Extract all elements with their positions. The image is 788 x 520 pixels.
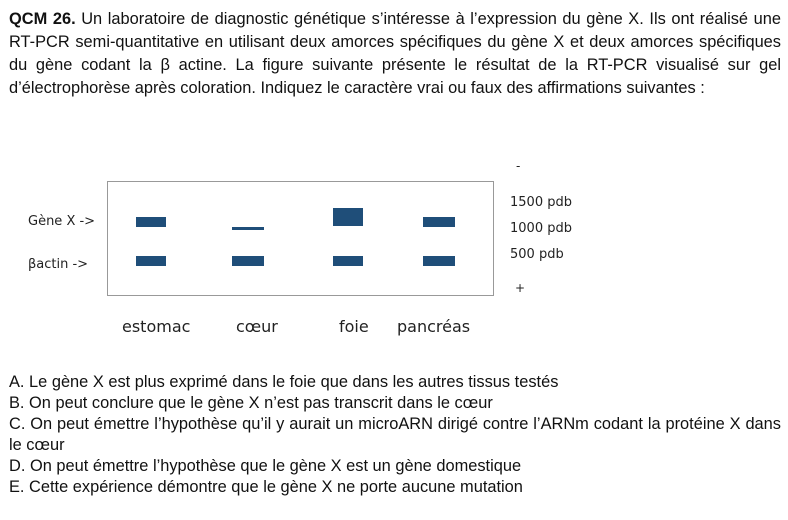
band-genex-foie <box>333 208 363 226</box>
question-body: Un laboratoire de diagnostic génétique s’intéresse à l’expression du gène X. Ils ont réalisé une RT-PCR semi-quantitative en utilisant deux amorces spécifiques du gène X et deux amorces spécifiques du gène codant la β actine. La figure suivante présente le résultat de la RT-PCR visualisé sur gel d’électrophorèse après coloration. Indiquez le caractère vrai ou faux des affirmations suivantes : <box>9 10 781 97</box>
band-bactin-pancreas <box>423 256 455 266</box>
lane-label-pancreas: pancréas <box>397 317 471 336</box>
question-text <box>9 8 781 100</box>
question-number: QCM 26. <box>9 10 76 28</box>
size-1500: 1500 pdb <box>510 195 572 210</box>
answer-b: B. On peut conclure que le gène X n’est pas transcrit dans le cœur <box>9 394 493 412</box>
minus-pole: - <box>516 159 521 173</box>
bactin-label: βactin -> <box>28 257 89 272</box>
size-500: 500 pdb <box>510 247 564 262</box>
band-genex-coeur <box>232 227 264 230</box>
lane-label-foie: foie <box>339 317 369 336</box>
answer-c: C. On peut émettre l’hypothèse qu’il y aurait un microARN dirigé contre l’ARNm codant la protéine X dans le cœur <box>9 415 781 454</box>
band-bactin-foie <box>333 256 363 266</box>
plus-pole: + <box>515 281 526 295</box>
band-genex-pancreas <box>423 217 455 227</box>
band-genex-estomac <box>136 217 166 227</box>
size-1000: 1000 pdb <box>510 221 572 236</box>
answer-d: D. On peut émettre l’hypothèse que le gène X est un gène domestique <box>9 457 522 475</box>
answer-e: E. Cette expérience démontre que le gène X ne porte aucune mutation <box>9 478 523 496</box>
gel-image <box>107 181 494 296</box>
band-bactin-estomac <box>136 256 166 266</box>
answer-a: A. Le gène X est plus exprimé dans le foie que dans les autres tissus testés <box>9 373 559 391</box>
lane-label-estomac: estomac <box>122 317 191 336</box>
gene-x-label: Gène X -> <box>28 214 96 229</box>
lane-label-coeur: cœur <box>236 317 278 336</box>
answer-list <box>9 372 781 498</box>
band-bactin-coeur <box>232 256 264 266</box>
